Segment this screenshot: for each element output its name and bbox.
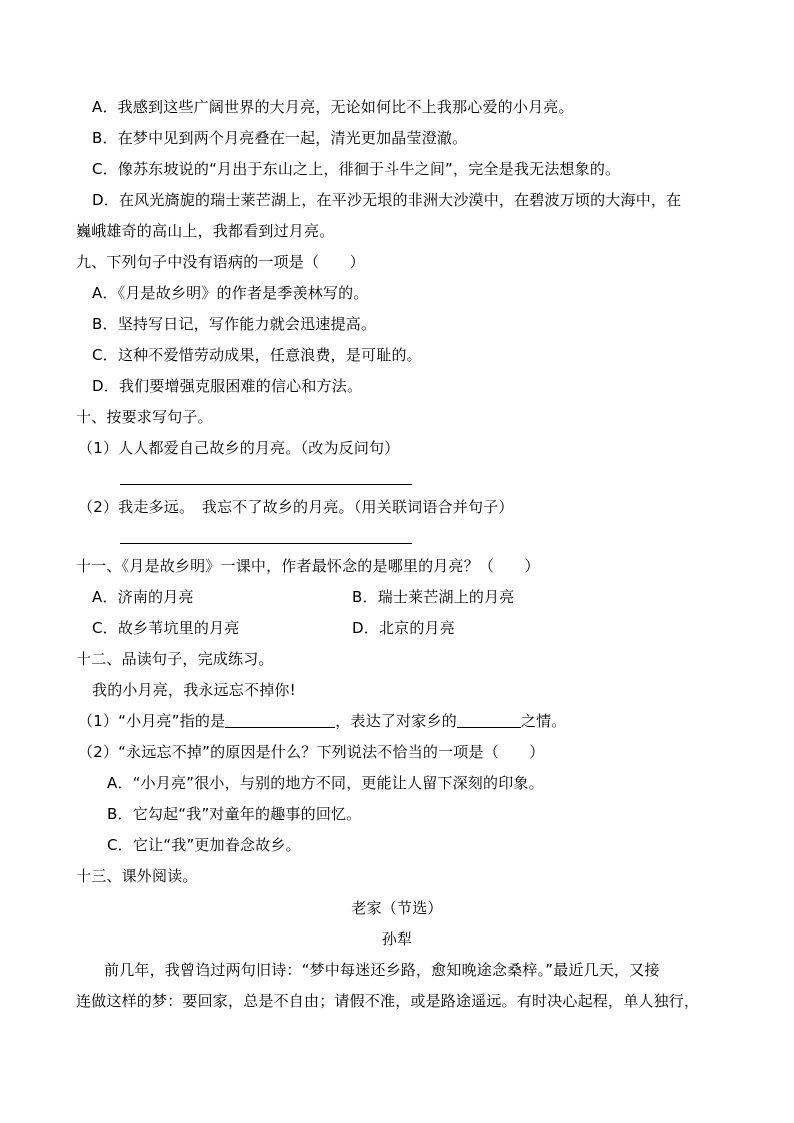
- q10-title: 十、按要求写句子。: [76, 408, 213, 426]
- q8-option-a: A．我感到这些广阔世界的大月亮，无论如何比不上我那心爱的小月亮。: [92, 98, 574, 116]
- q12-part-1-suffix: 之情。: [520, 712, 567, 730]
- q12-option-c: C．它让“我”更加眷念故乡。: [107, 836, 301, 854]
- q9-option-d: D．我们要增强克服困难的信心和方法。: [92, 377, 363, 395]
- q9-option-b: B．坚持写日记，写作能力就会迅速提高。: [92, 315, 377, 333]
- passage-paragraph-line-2: 连做这样的梦：要回家，总是不自由；请假不准，或是路途遥远。有时决心起程，单人独行，: [76, 992, 700, 1010]
- q10-answer-line-2[interactable]: [120, 543, 412, 544]
- q10-answer-line-1[interactable]: [120, 484, 412, 485]
- q12-title: 十二、品读句子，完成练习。: [76, 650, 274, 668]
- q12-part-1-middle: ，表达了对家乡的: [335, 712, 457, 730]
- q8-option-c: C．像苏东坡说的“月出于东山之上，徘徊于斗牛之间”，完全是我无法想象的。: [92, 160, 621, 178]
- q11-option-d: D．北京的月亮: [352, 619, 455, 637]
- q8-option-d-line1: D．在风光旖旎的瑞士莱芒湖上，在平沙无垠的非洲大沙漠中，在碧波万顷的大海中，在: [92, 191, 682, 209]
- q9-option-c: C．这种不爱惜劳动成果，任意浪费，是可耻的。: [92, 346, 422, 364]
- q9-title: 九、下列句子中没有语病的一项是（ ）: [76, 253, 365, 271]
- q12-part-1-prefix: （1）“小月亮”指的是: [78, 712, 226, 730]
- q10-sentence-2: （2）我走多远。 我忘不了故乡的月亮。（用关联词语合并句子）: [78, 498, 514, 516]
- passage-paragraph-line-1: 前几年，我曾诌过两句旧诗：“梦中每迷还乡路，愈知晚途念桑梓。”最近几天，又接: [104, 961, 660, 979]
- q12-part-2: （2）“永远忘不掉”的原因是什么？下列说法不恰当的一项是（ ）: [78, 743, 545, 761]
- q8-option-b: B．在梦中见到两个月亮叠在一起，清光更加晶莹澄澈。: [92, 129, 468, 147]
- q11-option-b: B．瑞士莱芒湖上的月亮: [352, 588, 515, 606]
- q11-option-c: C．故乡苇坑里的月亮: [92, 619, 240, 637]
- q12-blank-1[interactable]: [225, 711, 335, 728]
- q12-blank-2[interactable]: [457, 711, 521, 728]
- q11-title: 十一、《月是故乡明》一课中，作者最怀念的是哪里的月亮？（ ）: [76, 557, 540, 575]
- q13-title: 十三、课外阅读。: [76, 867, 198, 885]
- q12-option-b: B．它勾起“我”对童年的趣事的回忆。: [107, 805, 362, 823]
- passage-author: 孙犁: [381, 930, 413, 948]
- q11-option-a: A．济南的月亮: [92, 588, 194, 606]
- q12-option-a: A．“小月亮”很小，与别的地方不同，更能让人留下深刻的印象。: [107, 774, 544, 792]
- q10-sentence-1: （1）人人都爱自己故乡的月亮。（改为反问句）: [78, 439, 400, 457]
- q8-option-d-line2: 巍峨雄奇的高山上，我都看到过月亮。: [76, 222, 335, 240]
- q9-option-a: A．《月是故乡明》的作者是季羡林写的。: [92, 284, 369, 302]
- q12-part-1: [78, 711, 567, 731]
- q12-quote: 我的小月亮，我永远忘不掉你!: [92, 681, 296, 699]
- passage-title: 老家（节选）: [351, 899, 443, 917]
